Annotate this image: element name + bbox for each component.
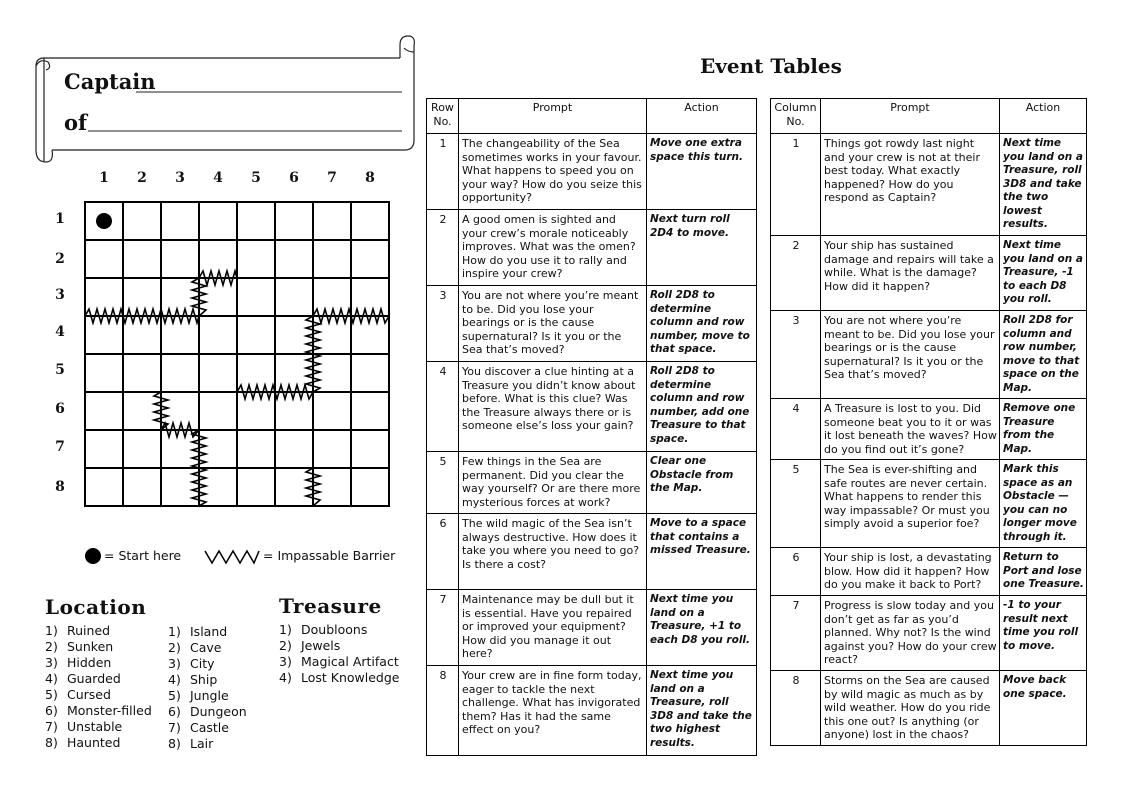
list-item [45, 671, 152, 687]
cell-number: 5 [771, 460, 821, 548]
cell-number: 8 [427, 666, 459, 756]
row-event-table [426, 98, 757, 756]
map-row-number: 5 [55, 362, 65, 378]
list-item [168, 704, 247, 720]
map-col-number: 2 [137, 170, 147, 186]
list-item [168, 640, 247, 656]
list-item [168, 672, 247, 688]
list-item [45, 623, 152, 639]
list-item [168, 624, 247, 640]
cell-number: 4 [427, 362, 459, 452]
list-item-number: 4) [279, 670, 292, 685]
map-col-number: 6 [289, 170, 299, 186]
list-item-number: 8) [45, 735, 58, 750]
cell-number: 2 [427, 210, 459, 286]
list-item [168, 656, 247, 672]
header-column-no: Column No. [771, 99, 821, 134]
legend-start-label: = Start here [104, 548, 182, 563]
table-row [771, 236, 1087, 311]
table-row [427, 452, 757, 514]
cell-action: Roll 2D8 for column and row number, move to that space on the Map. [1000, 311, 1087, 399]
treasure-title: Treasure [279, 594, 382, 618]
cell-prompt: Your ship has sustained damage and repairs will take a while. What is the damage? How did it happen? [821, 236, 1000, 311]
header-action: Action [1000, 99, 1087, 134]
map-row-number: 2 [55, 251, 65, 267]
cell-number: 6 [427, 514, 459, 590]
list-item [45, 655, 152, 671]
cell-prompt: Things got rowdy last night and your crew is not at their best today. What exactly happened? How do you respond as Captain? [821, 134, 1000, 236]
cell-action: Roll 2D8 to determine column and row number, add one Treasure to that space. [647, 362, 757, 452]
list-item-number: 8) [168, 736, 181, 751]
list-item-label: Monster-filled [67, 703, 152, 718]
map-row-number: 3 [55, 287, 65, 303]
list-item-number: 2) [168, 640, 181, 655]
list-item [279, 622, 400, 638]
cell-prompt: Progress is slow today and you don’t get as far as you’d planned. Why not? Is the wind against you? How do your crew react? [821, 596, 1000, 671]
list-item-label: Lost Knowledge [301, 670, 400, 685]
table-row [771, 399, 1087, 460]
list-item-number: 1) [45, 623, 58, 638]
column-event-table [770, 98, 1087, 746]
table-row [427, 590, 757, 666]
table-row [771, 460, 1087, 548]
cell-action: Remove one Treasure from the Map. [1000, 399, 1087, 460]
cell-prompt: Your crew are in fine form today, eager to tackle the next challenge. What has invigorated them? Has it had the same effect on you? [459, 666, 647, 756]
list-item-label: Sunken [67, 639, 114, 654]
cell-action: Next time you land on a Treasure, +1 to each D8 you roll. [647, 590, 757, 666]
list-item-number: 2) [45, 639, 58, 654]
list-item [279, 638, 400, 654]
header-action: Action [647, 99, 757, 134]
table-row [771, 671, 1087, 746]
cell-number: 1 [427, 134, 459, 210]
map-row-number: 8 [55, 479, 65, 495]
header-prompt: Prompt [821, 99, 1000, 134]
cell-action: -1 to your result next time you roll to move. [1000, 596, 1087, 671]
list-item-number: 4) [45, 671, 58, 686]
cell-action: Next time you land on a Treasure, roll 3D8 and take the two highest results. [647, 666, 757, 756]
table-row [427, 286, 757, 362]
legend-barrier-label: = Impassable Barrier [263, 548, 396, 563]
cell-number: 1 [771, 134, 821, 236]
table-row [771, 311, 1087, 399]
list-item [45, 687, 152, 703]
map-row-number: 6 [55, 401, 65, 417]
list-item-number: 3) [168, 656, 181, 671]
list-item-label: Jewels [301, 638, 341, 653]
list-item-label: Haunted [67, 735, 121, 750]
list-item-number: 3) [279, 654, 292, 669]
table-row [427, 362, 757, 452]
cell-action: Move back one space. [1000, 671, 1087, 746]
list-item [279, 670, 400, 686]
cell-prompt: A good omen is sighted and your crew’s morale noticeably improves. What was the omen? How do you use it to rally and inspire your crew? [459, 210, 647, 286]
list-item [45, 735, 152, 751]
list-item-number: 1) [279, 622, 292, 637]
table-row [771, 548, 1087, 596]
list-item [168, 736, 247, 752]
list-item-label: Ruined [67, 623, 111, 638]
list-item-number: 1) [168, 624, 181, 639]
barrier-zigzag-icon [204, 547, 260, 565]
start-marker [96, 213, 112, 229]
list-item [45, 719, 152, 735]
cell-prompt: You are not where you’re meant to be. Did you lose your bearings or is the cause supernatural? Is it you or the Sea that’s moved? [459, 286, 647, 362]
list-item-number: 7) [168, 720, 181, 735]
list-item-label: Guarded [67, 671, 121, 686]
cell-prompt: You discover a clue hinting at a Treasure you didn’t know about before. What is this clue? Was the Treasure always there or is someone else’s loss your gain? [459, 362, 647, 452]
event-tables-title: Event Tables [700, 54, 842, 78]
list-item-label: Lair [190, 736, 214, 751]
cell-prompt: Few things in the Sea are permanent. Did you clear the way yourself? Or are there more mysterious forces at work? [459, 452, 647, 514]
list-item-label: Magical Artifact [301, 654, 399, 669]
table-row [771, 134, 1087, 236]
header-row-no: Row No. [427, 99, 459, 134]
map-col-number: 4 [213, 170, 223, 186]
list-item-label: Island [190, 624, 228, 639]
cell-prompt: The Sea is ever-shifting and safe routes are never certain. What happens to render this way impassable? Or must you simply avoid a superior foe? [821, 460, 1000, 548]
map-row-number: 1 [55, 211, 65, 227]
location-list-1 [45, 623, 152, 751]
list-item [45, 639, 152, 655]
of-label: of [64, 110, 88, 135]
list-item [168, 720, 247, 736]
cell-prompt: Maintenance may be dull but it is essential. Have you repaired or improved your equipment? How did you manage it out here? [459, 590, 647, 666]
table-row [427, 210, 757, 286]
location-list-2 [168, 624, 247, 752]
cell-number: 4 [771, 399, 821, 460]
list-item-number: 4) [168, 672, 181, 687]
sea-map-grid[interactable] [0, 0, 420, 520]
list-item-label: Cave [190, 640, 222, 655]
list-item-number: 5) [168, 688, 181, 703]
cell-prompt: Storms on the Sea are caused by wild magic as much as by wild weather. How do you ride this one out? Is anything (or anyone) lost in the chaos? [821, 671, 1000, 746]
list-item-label: City [190, 656, 215, 671]
list-item [168, 688, 247, 704]
map-col-number: 8 [365, 170, 375, 186]
cell-action: Roll 2D8 to determine column and row number, move to that space. [647, 286, 757, 362]
cell-number: 7 [771, 596, 821, 671]
table-header-row [427, 99, 757, 134]
cell-prompt: The wild magic of the Sea isn’t always destructive. How does it take you where you need to go? Is there a cost? [459, 514, 647, 590]
table-row [427, 514, 757, 590]
list-item-number: 6) [45, 703, 58, 718]
captain-label: Captain [64, 69, 156, 94]
cell-number: 3 [771, 311, 821, 399]
list-item [279, 654, 400, 670]
cell-action: Mark this space as an Obstacle — you can no longer move through it. [1000, 460, 1087, 548]
list-item-label: Castle [190, 720, 229, 735]
map-row-number: 7 [55, 439, 65, 455]
list-item-number: 2) [279, 638, 292, 653]
cell-number: 2 [771, 236, 821, 311]
list-item-label: Cursed [67, 687, 111, 702]
start-dot-icon [84, 547, 102, 565]
cell-number: 7 [427, 590, 459, 666]
cell-number: 3 [427, 286, 459, 362]
cell-prompt: A Treasure is lost to you. Did someone beat you to it or was it lost beneath the waves? How do you find out it’s gone? [821, 399, 1000, 460]
table-row [427, 134, 757, 210]
cell-action: Next turn roll 2D4 to move. [647, 210, 757, 286]
list-item-number: 3) [45, 655, 58, 670]
list-item-number: 7) [45, 719, 58, 734]
cell-number: 8 [771, 671, 821, 746]
list-item-label: Dungeon [190, 704, 247, 719]
list-item-label: Jungle [190, 688, 229, 703]
cell-prompt: Your ship is lost, a devastating blow. How did it happen? How do you make it back to Port? [821, 548, 1000, 596]
cell-action: Clear one Obstacle from the Map. [647, 452, 757, 514]
header-prompt: Prompt [459, 99, 647, 134]
table-header-row [771, 99, 1087, 134]
cell-number: 6 [771, 548, 821, 596]
cell-action: Next time you land on a Treasure, roll 3D8 and take the two lowest results. [1000, 134, 1087, 236]
cell-action: Move one extra space this turn. [647, 134, 757, 210]
treasure-list [279, 622, 400, 686]
list-item-label: Unstable [67, 719, 123, 734]
cell-prompt: You are not where you’re meant to be. Did you lose your bearings or is the cause supernatural? Is it you or the Sea that’s moved? [821, 311, 1000, 399]
cell-prompt: The changeability of the Sea sometimes works in your favour. What happens to speed you on your way? How do you seize this opportunity? [459, 134, 647, 210]
table-row [427, 666, 757, 756]
map-col-number: 1 [99, 170, 109, 186]
list-item-label: Hidden [67, 655, 112, 670]
location-title: Location [45, 595, 147, 619]
cell-action: Move to a space that contains a missed Treasure. [647, 514, 757, 590]
map-col-number: 5 [251, 170, 261, 186]
cell-action: Next time you land on a Treasure, -1 to each D8 you roll. [1000, 236, 1087, 311]
map-col-number: 3 [175, 170, 185, 186]
map-row-number: 4 [55, 324, 65, 340]
list-item [45, 703, 152, 719]
cell-number: 5 [427, 452, 459, 514]
list-item-number: 5) [45, 687, 58, 702]
cell-action: Return to Port and lose one Treasure. [1000, 548, 1087, 596]
list-item-number: 6) [168, 704, 181, 719]
table-row [771, 596, 1087, 671]
list-item-label: Ship [190, 672, 218, 687]
list-item-label: Doubloons [301, 622, 368, 637]
map-col-number: 7 [327, 170, 337, 186]
